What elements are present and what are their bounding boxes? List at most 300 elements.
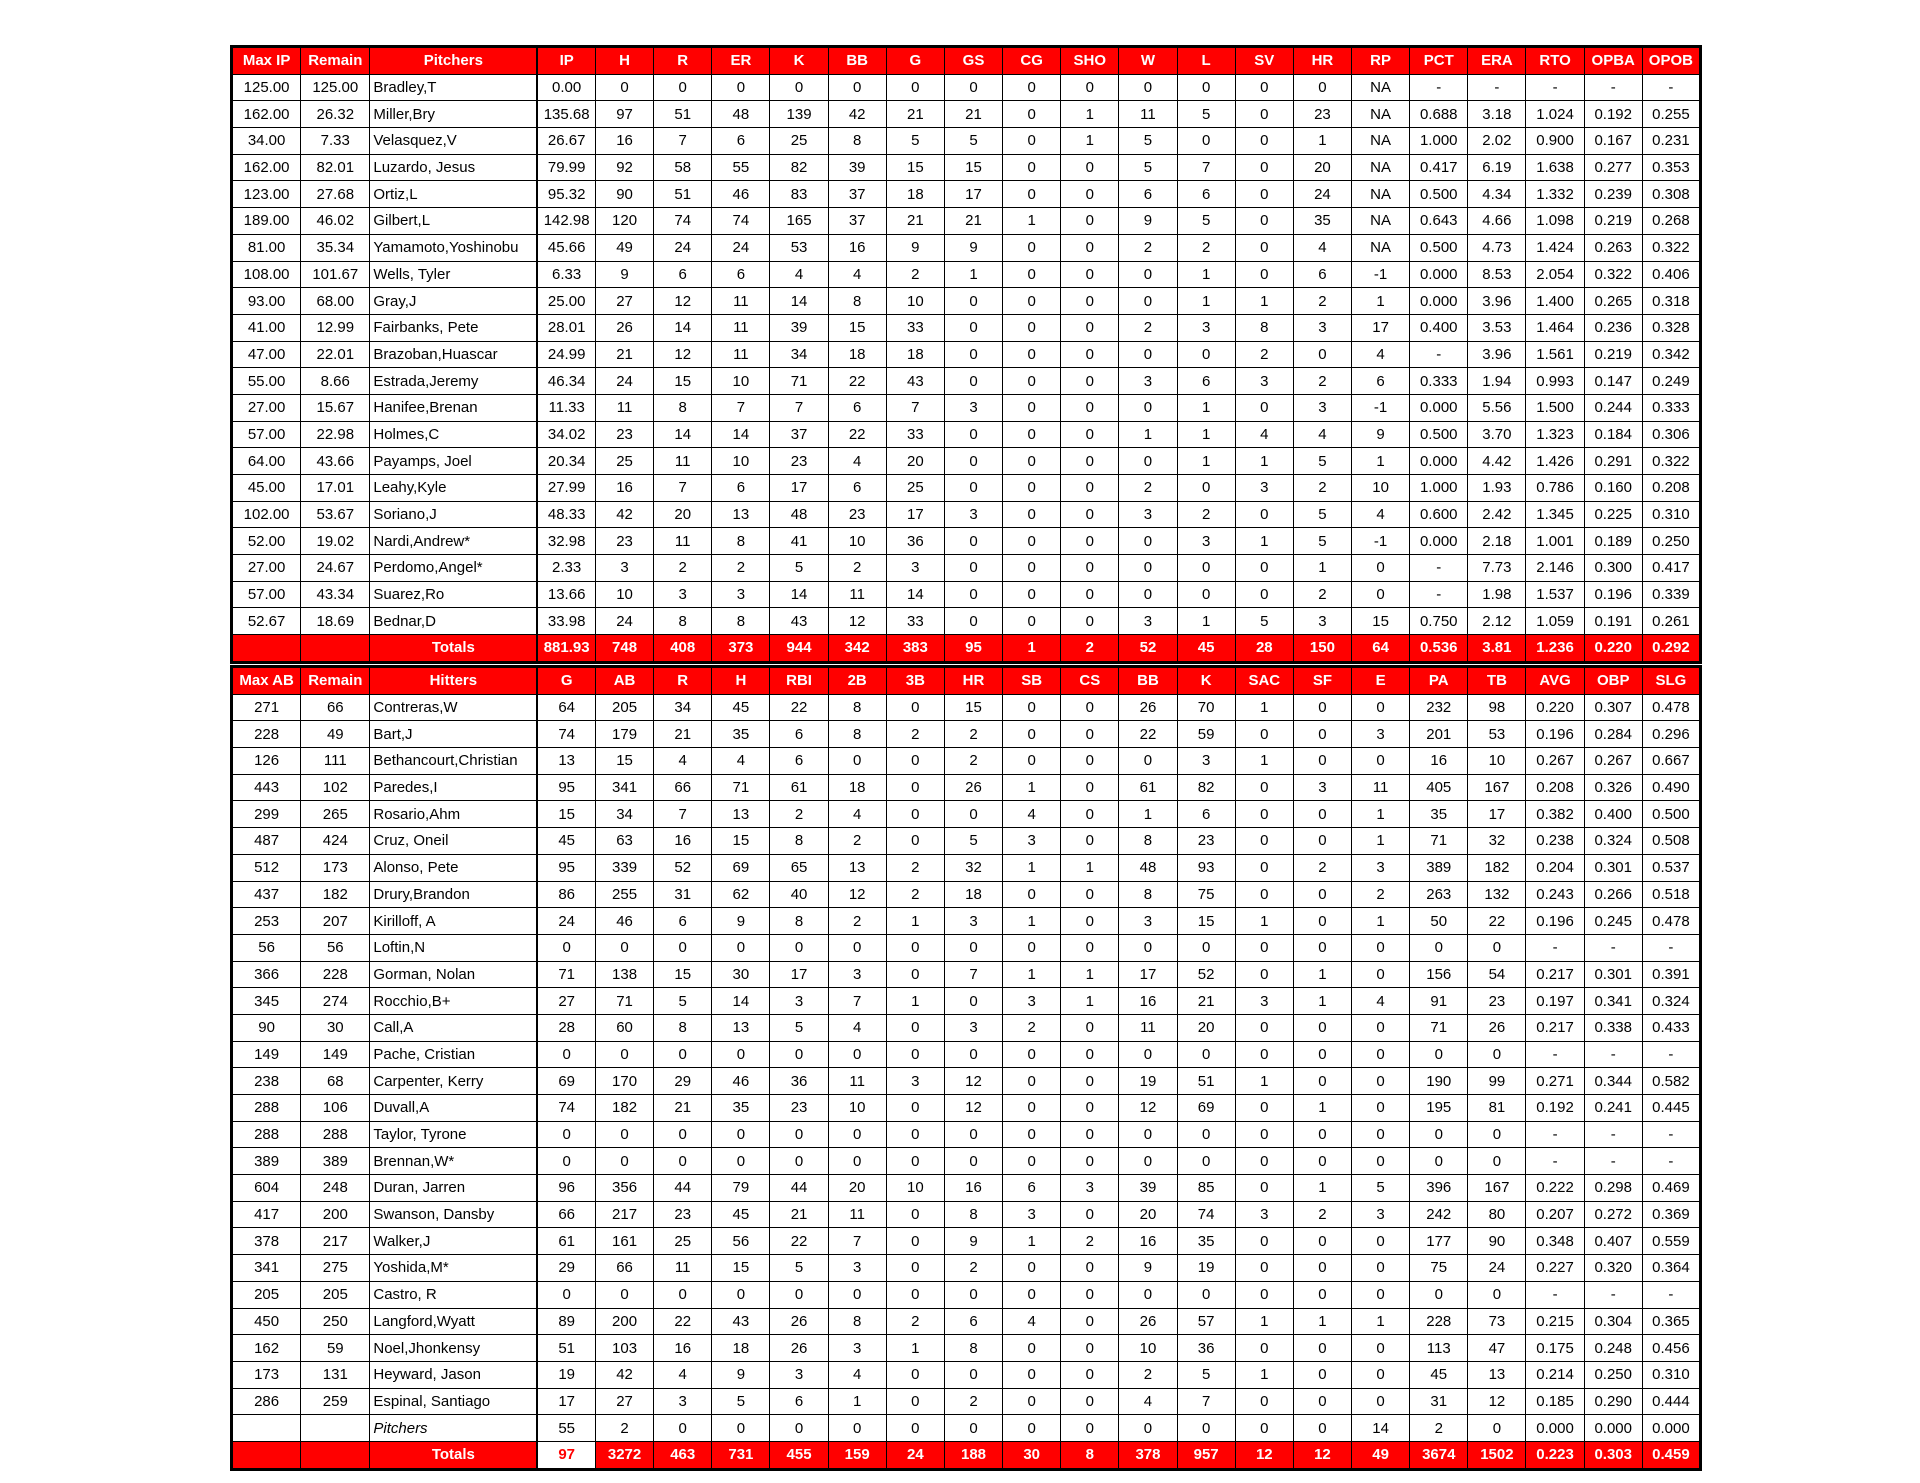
table-cell: 45 [712,1201,770,1228]
table-cell: 13 [712,501,770,528]
table-cell: 173 [301,854,370,881]
table-cell: 2 [1119,1361,1177,1388]
table-cell: 39 [770,314,828,341]
table-cell: 11 [712,314,770,341]
table-cell: 345 [232,988,301,1015]
table-cell: 0 [1003,721,1061,748]
table-cell: 0 [1293,1415,1351,1442]
table-cell: 11 [828,1201,886,1228]
table-cell: 443 [232,774,301,801]
table-cell: 339 [595,854,653,881]
table-cell: 11 [828,1068,886,1095]
table-cell: 6 [770,721,828,748]
table-cell: 43 [886,368,944,395]
totals-cell: 150 [1293,635,1351,663]
table-row [232,1415,1701,1442]
table-cell: 14 [770,288,828,315]
totals-cell: 64 [1352,635,1410,663]
table-cell: 90 [595,181,653,208]
table-cell: 81 [1468,1095,1526,1122]
table-row [232,1041,1701,1068]
table-cell: 5 [944,128,1002,155]
table-cell: 13.66 [537,581,595,608]
totals-cell: 97 [537,1441,595,1469]
table-cell: 9 [712,1361,770,1388]
table-cell: 14 [654,421,712,448]
table-cell: - [1584,1281,1642,1308]
table-cell: 0 [886,934,944,961]
table-cell: 1 [1235,748,1293,775]
hitters-column-header: CS [1061,667,1119,695]
table-cell: 24 [595,368,653,395]
table-cell: 20 [654,501,712,528]
table-cell: 0 [1235,1281,1293,1308]
table-cell: 0 [1003,421,1061,448]
table-cell: 0 [886,1281,944,1308]
table-cell: 0 [944,368,1002,395]
hitters-column-header: Remain [301,667,370,695]
table-cell: 3 [944,908,1002,935]
table-cell: 111 [301,748,370,775]
table-cell: 0.225 [1584,501,1642,528]
table-cell: 167 [1468,774,1526,801]
table-cell: 1 [1235,694,1293,721]
table-cell: 15 [537,801,595,828]
table-cell: 0.400 [1410,314,1468,341]
table-cell: 8 [654,608,712,635]
table-cell [232,1415,301,1442]
table-cell: 10 [712,448,770,475]
table-cell: 1.332 [1526,181,1584,208]
table-cell: 0 [1003,748,1061,775]
table-cell: 0.189 [1584,528,1642,555]
table-cell: Yoshida,M* [370,1255,537,1282]
table-cell: 46 [712,1068,770,1095]
table-cell: 4 [654,748,712,775]
table-cell: 12 [654,288,712,315]
table-cell: 0.365 [1642,1308,1700,1335]
table-cell: 3 [1293,314,1351,341]
table-cell: 0 [944,1041,1002,1068]
table-cell: 11 [595,394,653,421]
pitchers-column-header: G [886,47,944,75]
table-cell: 0 [1061,774,1119,801]
table-cell: 61 [1119,774,1177,801]
table-cell: 10 [828,1095,886,1122]
table-cell: 5 [654,988,712,1015]
table-cell: 0.326 [1584,774,1642,801]
table-cell: 2 [712,555,770,582]
table-cell: 0 [1352,555,1410,582]
table-cell: - [1526,1148,1584,1175]
table-row [232,881,1701,908]
table-cell: 32 [1468,828,1526,855]
table-cell: Bednar,D [370,608,537,635]
table-row [232,774,1701,801]
table-cell: 1 [1177,261,1235,288]
table-cell: 0 [770,1041,828,1068]
table-cell: 0.433 [1642,1014,1700,1041]
table-cell: 0.272 [1584,1201,1642,1228]
table-cell: 24 [1293,181,1351,208]
table-cell: 33.98 [537,608,595,635]
table-cell: 0 [1119,394,1177,421]
table-cell: 51 [1177,1068,1235,1095]
table-cell: 0.342 [1642,341,1700,368]
table-cell: 0.353 [1642,154,1700,181]
table-cell: 0 [1235,1041,1293,1068]
table-cell: 2 [654,555,712,582]
table-cell: 15.67 [301,394,370,421]
table-cell: 58 [654,154,712,181]
table-cell: 8 [1235,314,1293,341]
table-cell: 10 [886,1175,944,1202]
table-cell: 36 [886,528,944,555]
table-cell: 0 [1410,1041,1468,1068]
table-cell: 0 [944,934,1002,961]
table-cell: 0 [1410,1121,1468,1148]
table-cell: 0 [944,288,1002,315]
table-cell: 0 [1352,1121,1410,1148]
table-cell: 82 [770,154,828,181]
table-cell: 0 [1003,528,1061,555]
table-cell: 3 [1177,314,1235,341]
table-cell: 25 [770,128,828,155]
table-cell: 9 [886,234,944,261]
table-cell: 2 [595,1415,653,1442]
table-cell: 0.490 [1642,774,1700,801]
table-cell: 3.96 [1468,341,1526,368]
table-cell: 24 [712,234,770,261]
table-cell: 0.308 [1642,181,1700,208]
table-cell: 1 [1177,288,1235,315]
table-cell: 0 [944,421,1002,448]
table-cell: 0.339 [1642,581,1700,608]
table-cell: 0.296 [1642,721,1700,748]
table-cell: 217 [301,1228,370,1255]
table-cell: 165 [770,208,828,235]
table-cell: 0.160 [1584,475,1642,502]
table-cell: 0 [1003,881,1061,908]
table-cell: 217 [595,1201,653,1228]
table-cell: 5 [1235,608,1293,635]
table-cell: 0 [1177,555,1235,582]
table-row [232,1068,1701,1095]
table-cell: 82 [1177,774,1235,801]
table-cell: 0 [1061,181,1119,208]
pitchers-column-header: OPBA [1584,47,1642,75]
table-cell: Nardi,Andrew* [370,528,537,555]
table-cell: 0 [944,608,1002,635]
table-cell: 71 [595,988,653,1015]
table-cell: 0 [770,1415,828,1442]
table-cell: 0 [1235,1095,1293,1122]
totals-cell: 748 [595,635,653,663]
table-cell: 1 [944,261,1002,288]
hitters-column-header: HR [944,667,1002,695]
table-cell: 250 [301,1308,370,1335]
table-cell: 6.19 [1468,154,1526,181]
table-cell: 3.70 [1468,421,1526,448]
table-cell: 1 [1352,1308,1410,1335]
table-cell: 3 [1352,721,1410,748]
table-cell: 0 [1352,1148,1410,1175]
table-cell: 0 [1061,1068,1119,1095]
table-row [232,1228,1701,1255]
table-cell: 263 [1410,881,1468,908]
table-cell: 2 [770,801,828,828]
table-cell: 66 [537,1201,595,1228]
table-cell: 0.469 [1642,1175,1700,1202]
table-cell: 37 [770,421,828,448]
table-cell: 8 [712,608,770,635]
table-cell: 3 [828,961,886,988]
totals-cell: 159 [828,1441,886,1469]
table-row [232,748,1701,775]
table-cell: Holmes,C [370,421,537,448]
table-cell: 0 [944,801,1002,828]
table-cell: Hanifee,Brenan [370,394,537,421]
pitchers-header [232,47,1701,75]
table-cell: 0 [1352,694,1410,721]
table-cell: 36 [1177,1335,1235,1362]
table-cell: 3 [944,394,1002,421]
table-cell: 0 [944,1121,1002,1148]
table-cell: 0 [1061,721,1119,748]
table-cell: 0.000 [1642,1415,1700,1442]
table-cell: 0.500 [1410,421,1468,448]
table-cell: 1.001 [1526,528,1584,555]
table-cell: 0.500 [1410,234,1468,261]
table-cell: 16 [1119,1228,1177,1255]
totals-cell: 8 [1061,1441,1119,1469]
table-cell: 0 [944,475,1002,502]
table-cell: 0.478 [1642,694,1700,721]
table-cell: 8 [944,1201,1002,1228]
table-cell: 108.00 [232,261,301,288]
table-cell: 0 [1235,394,1293,421]
table-cell: 0.688 [1410,101,1468,128]
pitchers-column-header: R [654,47,712,75]
table-cell: 1.345 [1526,501,1584,528]
table-cell: 0 [1293,748,1351,775]
table-cell: 71 [770,368,828,395]
totals-cell: 24 [886,1441,944,1469]
table-cell: 1 [1061,988,1119,1015]
table-cell: 4 [1352,501,1410,528]
table-cell: - [1526,934,1584,961]
table-cell: 0 [1119,934,1177,961]
table-cell: 21 [770,1201,828,1228]
table-cell: 55.00 [232,368,301,395]
table-row [232,234,1701,261]
table-cell: 0 [1003,501,1061,528]
totals-cell: 95 [944,635,1002,663]
pitchers-column-header: Max IP [232,47,301,75]
table-cell: 162.00 [232,101,301,128]
table-cell: 0 [1061,694,1119,721]
table-cell: 0.167 [1584,128,1642,155]
table-cell: 0 [1061,368,1119,395]
table-cell: 0.786 [1526,475,1584,502]
table-cell: 99 [1468,1068,1526,1095]
table-cell: 0 [886,1228,944,1255]
table-cell: 7 [770,394,828,421]
table-cell: 70 [1177,694,1235,721]
table-cell: 0 [770,934,828,961]
table-cell: 149 [232,1041,301,1068]
table-cell: 1 [1235,528,1293,555]
table-cell: 0.500 [1410,181,1468,208]
table-cell: 4 [1119,1388,1177,1415]
table-cell: 2.18 [1468,528,1526,555]
table-cell: 23 [1293,101,1351,128]
table-cell: 0 [1003,608,1061,635]
table-cell: 103 [595,1335,653,1362]
table-cell: 9 [944,234,1002,261]
table-row [232,448,1701,475]
table-cell: 21 [654,1095,712,1122]
table-cell: 26 [770,1308,828,1335]
table-cell: 95 [537,854,595,881]
totals-cell: 49 [1352,1441,1410,1469]
table-cell: 0.207 [1526,1201,1584,1228]
table-cell: 1.059 [1526,608,1584,635]
table-cell: 12 [654,341,712,368]
table-cell: 0 [944,1281,1002,1308]
table-cell: NA [1352,74,1410,101]
table-cell: 0 [1293,694,1351,721]
table-cell: 6 [712,128,770,155]
table-cell: 0 [1061,1255,1119,1282]
table-cell: NA [1352,101,1410,128]
table-cell: 74 [712,208,770,235]
table-cell: 0 [1061,421,1119,448]
table-cell: 0.382 [1526,801,1584,828]
table-cell: 0.318 [1642,288,1700,315]
table-cell: 0 [1293,1255,1351,1282]
table-row [232,501,1701,528]
table-cell: 288 [232,1095,301,1122]
table-cell: 56 [301,934,370,961]
table-cell: 0.266 [1584,881,1642,908]
table-cell: 69 [712,854,770,881]
table-cell: 0 [1061,1361,1119,1388]
table-cell: 0.000 [1410,288,1468,315]
table-cell: 19 [1177,1255,1235,1282]
table-cell: 29 [537,1255,595,1282]
table-cell: 125.00 [232,74,301,101]
table-cell: 0.324 [1584,828,1642,855]
table-cell: 1 [1061,854,1119,881]
table-cell: 0 [1061,1388,1119,1415]
table-cell: 63 [595,828,653,855]
table-cell: 0 [944,988,1002,1015]
table-cell: 0 [1003,1095,1061,1122]
table-cell: 10 [1352,475,1410,502]
table-cell: 8 [654,1014,712,1041]
table-cell: 0 [712,1121,770,1148]
table-cell: 0 [944,448,1002,475]
table-cell: 4 [654,1361,712,1388]
table-cell: 0 [712,1041,770,1068]
table-cell: 207 [301,908,370,935]
table-cell: 6 [944,1308,1002,1335]
table-cell: 2 [1293,581,1351,608]
table-cell: 0 [1352,1095,1410,1122]
table-cell: 49 [595,234,653,261]
table-cell: 1 [1003,1228,1061,1255]
table-cell: 0.310 [1642,501,1700,528]
table-cell: 0 [1061,1041,1119,1068]
table-cell: 74 [654,208,712,235]
table-cell: 43 [712,1308,770,1335]
totals-cell: 12 [1293,1441,1351,1469]
hitters-column-header: Max AB [232,667,301,695]
table-cell: 48.33 [537,501,595,528]
table-cell: 0 [1061,1014,1119,1041]
table-cell: 3 [828,1255,886,1282]
table-cell: 3 [595,555,653,582]
table-cell: 5 [1352,1175,1410,1202]
table-cell: 4 [828,261,886,288]
table-cell: 1.000 [1410,128,1468,155]
table-cell: - [1642,1041,1700,1068]
table-cell: 45 [712,694,770,721]
table-cell: 0.478 [1642,908,1700,935]
table-cell: 0.217 [1526,1014,1584,1041]
table-cell: 2 [944,721,1002,748]
table-cell: 1 [1235,1308,1293,1335]
table-row [232,421,1701,448]
table-cell: 21 [886,101,944,128]
table-cell: 182 [595,1095,653,1122]
table-cell: 3 [1119,501,1177,528]
table-cell: 3 [654,581,712,608]
totals-cell: 0.536 [1410,635,1468,663]
table-cell: 0.277 [1584,154,1642,181]
table-cell: 102.00 [232,501,301,528]
table-cell: 253 [232,908,301,935]
table-row [232,368,1701,395]
table-cell: 16 [828,234,886,261]
table-cell: 1 [1235,1068,1293,1095]
table-cell: 0 [1352,581,1410,608]
totals-cell: 378 [1119,1441,1177,1469]
table-cell: 30 [301,1014,370,1041]
table-cell: 3 [828,1335,886,1362]
table-cell: 2 [828,555,886,582]
table-cell: 0.217 [1526,961,1584,988]
table-cell: 5 [1177,1361,1235,1388]
table-cell: 5 [770,1255,828,1282]
table-cell: 271 [232,694,301,721]
totals-cell: 881.93 [537,635,595,663]
totals-cell [232,635,301,663]
table-cell: -1 [1352,261,1410,288]
table-cell: 0 [1235,961,1293,988]
table-cell: Gray,J [370,288,537,315]
table-cell: - [1526,1121,1584,1148]
table-cell: 26 [770,1335,828,1362]
table-cell: 42 [828,101,886,128]
table-cell: 0.290 [1584,1388,1642,1415]
table-row [232,988,1701,1015]
table-cell: 33 [886,608,944,635]
table-cell: 7 [944,961,1002,988]
table-cell: 35 [712,721,770,748]
table-cell: 0 [1003,555,1061,582]
